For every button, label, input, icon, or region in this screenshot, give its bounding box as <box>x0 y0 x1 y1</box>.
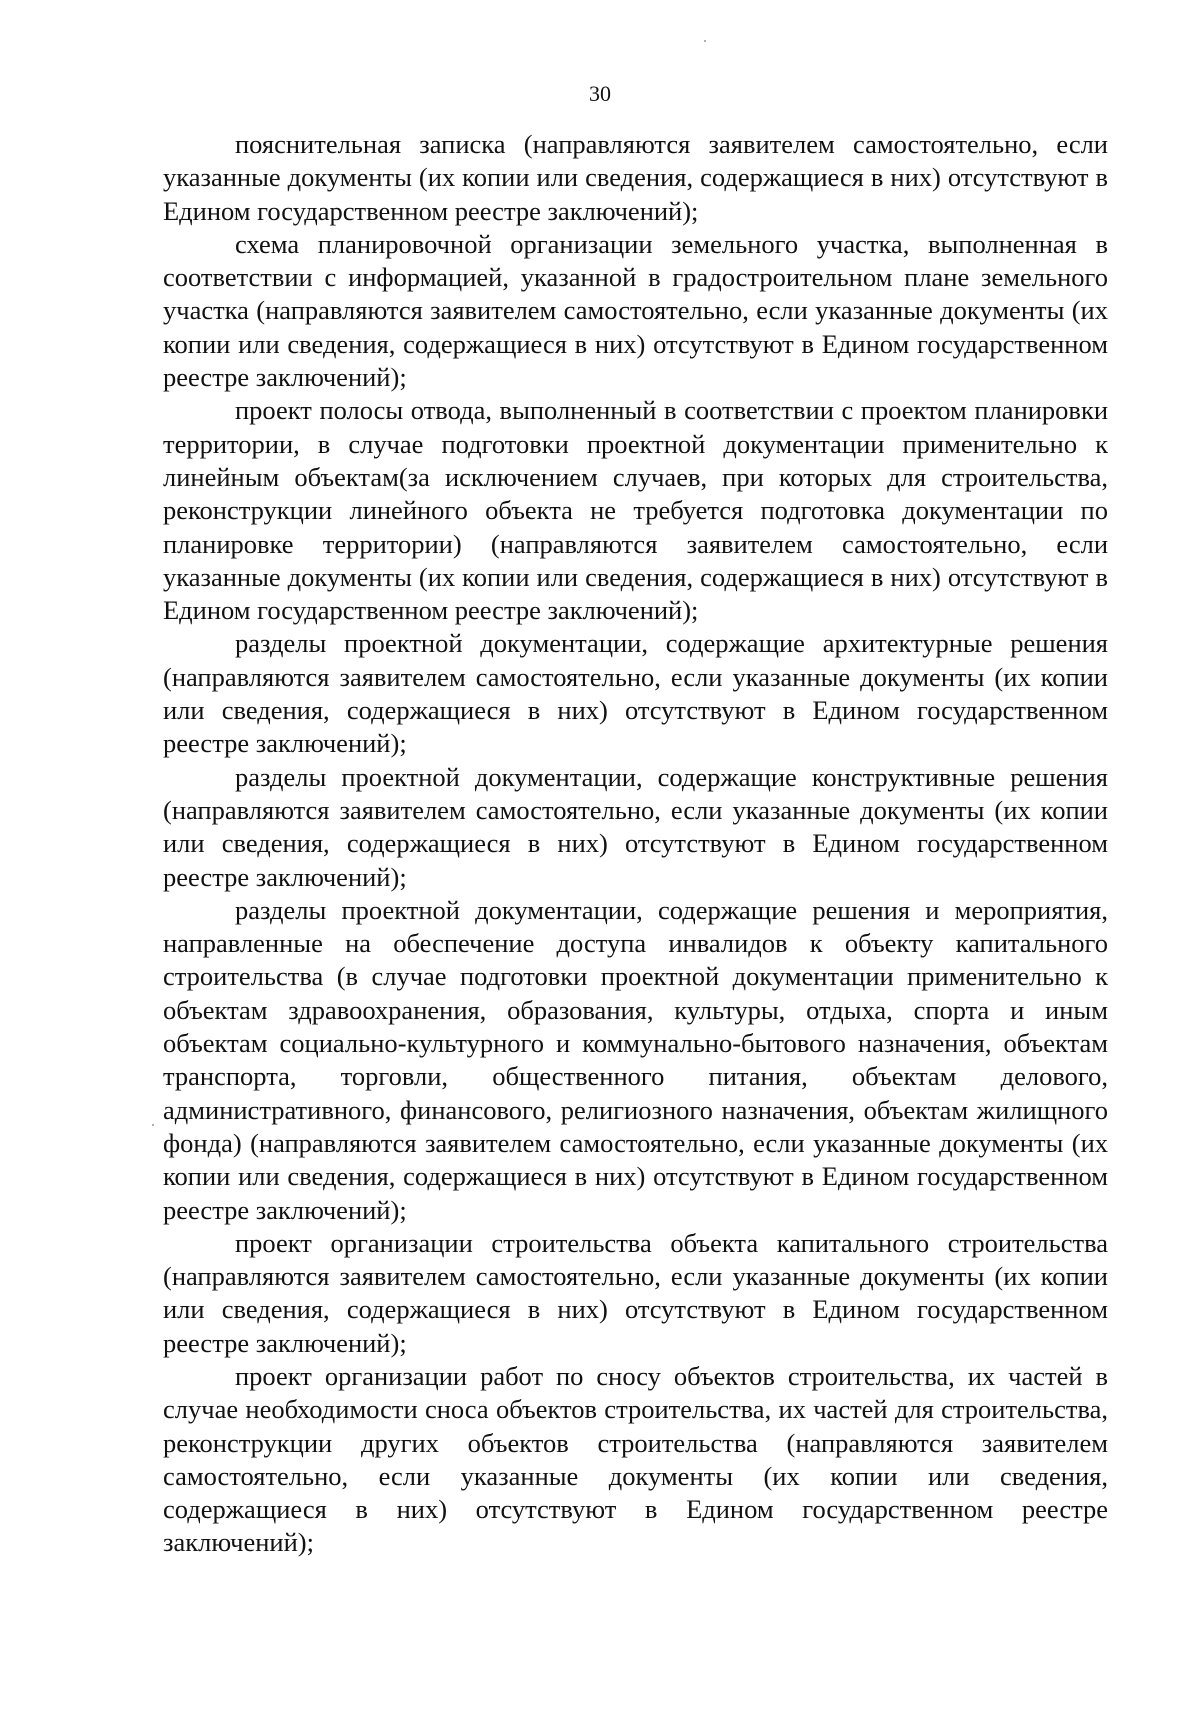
paragraph-accessibility-measures: разделы проектной документации, содержащие решения и мероприятия, направленные на обеспечение доступа инвалидов к объекту капитального строительства (в случае подготовки проектной документации применительно к объектам здравоохранения, образования, культуры, отдыха, спорта и иным объектам социально-культурного и коммунально-бытового назначения, объектам транспорта, торговли, общественного питания, объектам делового, административного, финансового, религиозного назначения, объектам жилищного фонда) (направляются заявителем самостоятельно, если указанные документы (их копии или сведения, содержащиеся в них) отсутствуют в Едином государственном реестре заключений); <box>163 894 1108 1225</box>
paragraph-construction-organization-project: проект организации строительства объекта капитального строительства (направляются заявителем самостоятельно, если указанные документы (их копии или сведения, содержащиеся в них) отсутствуют в Едином государственном реестре заключений); <box>163 1227 1108 1358</box>
scan-speck <box>152 1124 154 1126</box>
paragraph-demolition-works-project: проект организации работ по сносу объектов строительства, их частей в случае необходимости сноса объектов строительства, их частей для строительства, реконструкции других объектов строительства (направляются заявителем самостоятельно, если указанные документы (их копии или сведения, содержащиеся в них) отсутствуют в Едином государственном реестре заключений); <box>163 1360 1108 1558</box>
page-number: 30 <box>589 81 611 106</box>
document-body <box>163 128 1108 1560</box>
paragraph-architectural-solutions: разделы проектной документации, содержащие архитектурные решения (направляются заявителем самостоятельно, если указанные документы (их копии или сведения, содержащиеся в них) отсутствуют в Едином государственном реестре заключений); <box>163 628 1108 759</box>
paragraph-site-plan-scheme: схема планировочной организации земельного участка, выполненная в соответствии с информацией, указанной в градостроительном плане земельного участка (направляются заявителем самостоятельно, если указанные документы (их копии или сведения, содержащиеся в них) отсутствуют в Едином государственном реестре заключений); <box>163 228 1108 393</box>
paragraph-right-of-way-project: проект полосы отвода, выполненный в соответствии с проектом планировки территории, в случае подготовки проектной документации применительно к линейным объектам(за исключением случаев, при которых для строительства, реконструкции линейного объекта не требуется подготовка документации по планировке территории) (направляются заявителем самостоятельно, если указанные документы (их копии или сведения, содержащиеся в них) отсутствуют в Едином государственном реестре заключений); <box>163 395 1108 626</box>
scan-speck <box>704 40 706 42</box>
paragraph-explanatory-note: пояснительная записка (направляются заявителем самостоятельно, если указанные документы (их копии или сведения, содержащиеся в них) отсутствуют в Едином государственном реестре заключений); <box>163 129 1108 226</box>
paragraph-structural-solutions: разделы проектной документации, содержащие конструктивные решения (направляются заявителем самостоятельно, если указанные документы (их копии или сведения, содержащиеся в них) отсутствуют в Едином государственном реестре заключений); <box>163 761 1108 892</box>
